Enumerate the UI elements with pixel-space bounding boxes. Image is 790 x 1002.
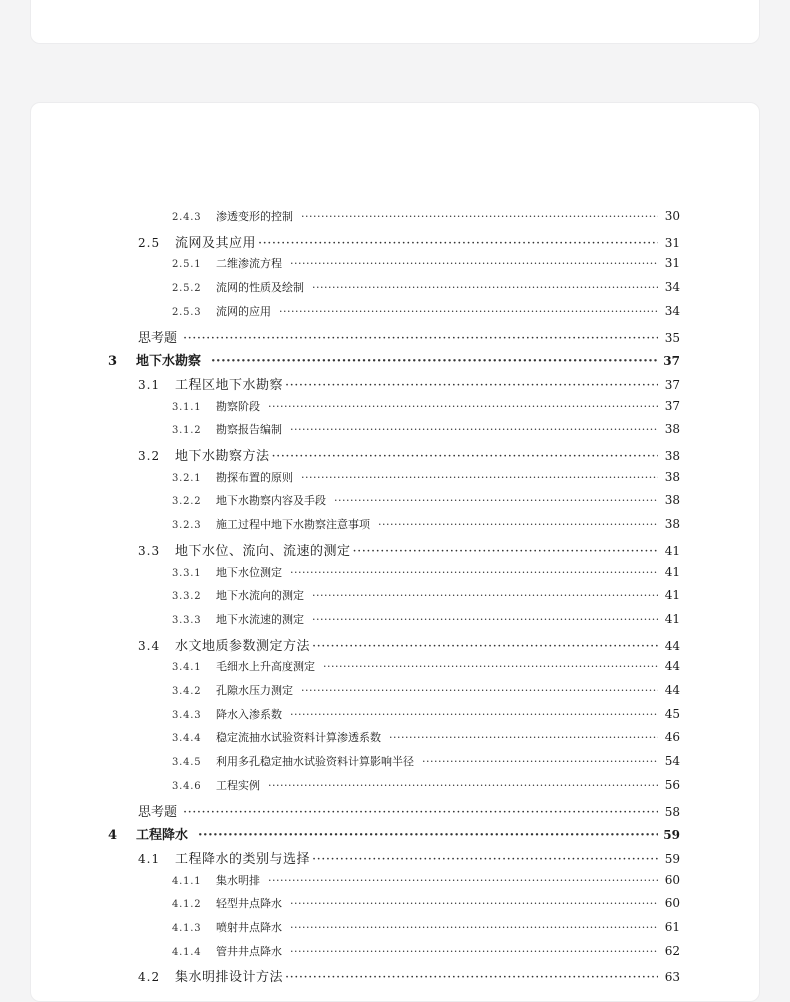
toc-entry-page-number: 44 [664, 683, 680, 697]
toc-dot-leader [268, 779, 658, 792]
toc-entry-page-number: 60 [664, 896, 680, 911]
toc-entry-title: 地下水流向的测定 [216, 589, 304, 603]
toc-entry-page-number: 34 [664, 303, 680, 318]
toc-entry-page-number: 30 [664, 209, 680, 223]
toc-entry-title: 工程降水 [136, 828, 189, 844]
toc-subsection-entry[interactable] [172, 682, 680, 698]
toc-entry-page-number: 41 [664, 611, 680, 626]
toc-subsection-entry[interactable] [172, 398, 680, 414]
toc-entry-title: 地下水勘察内容及手段 [216, 494, 326, 508]
toc-subsection-entry[interactable] [172, 611, 680, 627]
toc-entry-page-number: 34 [664, 280, 680, 295]
toc-dot-leader [290, 257, 658, 270]
toc-entry-page-number: 37 [664, 398, 680, 413]
toc-entry-title: 渗透变形的控制 [216, 210, 293, 223]
toc-entry-title: 工程区地下水勘察 [175, 377, 284, 393]
toc-questions-entry[interactable] [138, 327, 680, 346]
toc-subsection-entry[interactable] [172, 492, 680, 508]
toc-entry-number: 4.2 [138, 970, 161, 985]
toc-subsection-entry[interactable] [172, 564, 680, 580]
toc-dot-leader [378, 518, 658, 531]
toc-entry-number: 2.5.2 [172, 283, 202, 295]
toc-entry-number: 3.4.1 [172, 662, 202, 674]
toc-entry-number: 4.1.3 [172, 923, 202, 934]
toc-entry-title: 工程降水的类别与选择 [175, 851, 311, 867]
toc-entry-number: 3.1.2 [172, 425, 202, 437]
toc-entry-title: 二维渗流方程 [216, 257, 282, 271]
toc-subsection-entry[interactable] [172, 255, 680, 271]
toc-entry-page-number: 58 [664, 804, 680, 819]
toc-entry-page-number: 62 [664, 943, 680, 958]
toc-entry-title: 集水明排 [216, 873, 260, 887]
toc-entry-title: 地下水位测定 [216, 565, 282, 579]
toc-entry-title: 施工过程中地下水勘察注意事项 [216, 518, 370, 532]
toc-subsection-entry[interactable] [172, 729, 680, 745]
toc-entry-title: 喷射井点降水 [216, 921, 282, 934]
toc-subsection-entry[interactable] [172, 516, 680, 532]
toc-entry-page-number: 61 [664, 920, 680, 934]
toc-entry-number: 3.3.1 [172, 567, 202, 579]
toc-subsection-entry[interactable] [172, 777, 680, 793]
toc-entry-title: 思考题 [138, 804, 178, 820]
toc-entry-number: 3.4.5 [172, 757, 202, 769]
toc-entry-number: 2.5.1 [172, 259, 202, 271]
toc-dot-leader [301, 471, 658, 484]
toc-entry-title: 毛细水上升高度测定 [216, 660, 315, 674]
toc-entry-page-number: 41 [664, 588, 680, 603]
toc-section-entry[interactable] [138, 635, 680, 654]
toc-entry-number: 3.4.2 [172, 686, 202, 697]
toc-entry-page-number: 38 [664, 517, 680, 532]
toc-dot-leader [422, 755, 658, 768]
toc-section-entry[interactable] [138, 966, 680, 985]
toc-subsection-entry[interactable] [172, 421, 680, 437]
toc-entry-page-number: 38 [664, 493, 680, 508]
toc-entry-title: 地下水流速的测定 [216, 612, 304, 626]
toc-entry-number: 3.3 [138, 543, 161, 558]
toc-entry-number: 4.1.4 [172, 946, 202, 958]
toc-entry-page-number: 60 [664, 872, 680, 887]
toc-subsection-entry[interactable] [172, 208, 680, 224]
toc-questions-entry[interactable] [138, 801, 680, 820]
toc-dot-leader [183, 331, 658, 346]
toc-entry-page-number: 31 [664, 235, 680, 250]
toc-entry-number: 3.2.2 [172, 496, 202, 508]
toc-dot-leader [290, 423, 658, 436]
toc-entry-page-number: 63 [664, 970, 680, 985]
toc-entry-title: 孔隙水压力测定 [216, 684, 293, 697]
toc-entry-number: 4.1.1 [172, 875, 202, 887]
toc-dot-leader [258, 236, 658, 251]
toc-dot-leader [183, 805, 658, 820]
toc-entry-title: 地下水勘察 [136, 354, 202, 370]
toc-entry-title: 轻型井点降水 [216, 897, 282, 911]
toc-entry-number: 2.5.3 [172, 306, 202, 318]
toc-entry-number: 3.4.4 [172, 733, 202, 745]
toc-subsection-entry[interactable] [172, 872, 680, 888]
toc-entry-number: 2.4.3 [172, 212, 202, 223]
toc-entry-title: 勘察报告编制 [216, 423, 282, 437]
toc-entry-number: 4.1.2 [172, 899, 202, 911]
toc-entry-page-number: 41 [664, 543, 680, 558]
toc-dot-leader [312, 281, 658, 294]
toc-dot-leader [312, 639, 658, 654]
toc-entry-number: 2.5 [138, 235, 161, 250]
toc-entry-page-number: 59 [663, 828, 680, 843]
toc-entry-title: 管井井点降水 [216, 944, 282, 958]
toc-entry-page-number: 56 [664, 777, 680, 792]
toc-chapter-entry[interactable] [108, 350, 680, 369]
toc-dot-leader [290, 708, 658, 721]
toc-entry-number: 3 [108, 354, 118, 370]
toc-entry-page-number: 37 [664, 377, 680, 392]
toc-entry-number: 4 [108, 828, 118, 844]
toc-dot-leader [290, 921, 658, 934]
toc-entry-number: 3.2.1 [172, 472, 202, 484]
toc-dot-leader [389, 731, 658, 744]
toc-subsection-entry[interactable] [172, 587, 680, 603]
toc-entry-title: 思考题 [138, 330, 178, 346]
toc-entry-page-number: 46 [664, 730, 680, 745]
toc-chapter-entry[interactable] [108, 824, 680, 843]
toc-entry-title: 流网的性质及绘制 [216, 281, 304, 295]
toc-subsection-entry[interactable] [172, 706, 680, 722]
toc-dot-leader [290, 945, 658, 958]
toc-entry-page-number: 38 [664, 449, 680, 463]
toc-entry-page-number: 41 [664, 564, 680, 579]
toc-entry-number: 3.4.3 [172, 709, 202, 721]
toc-entry-page-number: 38 [664, 422, 680, 437]
toc-subsection-entry[interactable] [172, 469, 680, 485]
toc-dot-leader [290, 897, 658, 910]
toc-section-entry[interactable] [138, 374, 680, 393]
toc-entry-number: 3.4.6 [172, 780, 202, 792]
toc-section-entry[interactable] [138, 540, 680, 559]
toc-dot-leader [312, 589, 658, 602]
toc-entry-number: 3.3.2 [172, 591, 202, 603]
toc-dot-leader [290, 566, 658, 579]
toc-dot-leader [323, 660, 658, 673]
toc-entry-page-number: 37 [663, 354, 680, 369]
toc-entry-title: 集水明排设计方法 [175, 970, 284, 986]
toc-dot-leader [301, 684, 658, 697]
toc-entry-page-number: 35 [664, 330, 680, 345]
toc-entry-title: 地下水勘察方法 [175, 449, 270, 464]
toc-entry-number: 3.1.1 [172, 401, 202, 413]
toc-subsection-entry[interactable] [172, 943, 680, 959]
toc-dot-leader [285, 378, 658, 393]
toc-entry-title: 降水入渗系数 [216, 707, 282, 721]
toc-entry-page-number: 31 [664, 256, 680, 271]
toc-subsection-entry[interactable] [172, 658, 680, 674]
toc-entry-title: 水文地质参数测定方法 [175, 638, 311, 654]
toc-subsection-entry[interactable] [172, 279, 680, 295]
toc-entry-title: 工程实例 [216, 778, 260, 792]
toc-entry-title: 流网及其应用 [175, 235, 257, 251]
toc-entry-title: 利用多孔稳定抽水试验资料计算影响半径 [216, 755, 414, 769]
toc-subsection-entry[interactable] [172, 303, 680, 319]
toc-dot-leader [285, 970, 658, 985]
toc-entry-number: 3.1 [138, 377, 161, 392]
toc-subsection-entry[interactable] [172, 895, 680, 911]
toc-entry-title: 流网的应用 [216, 304, 271, 318]
toc-entry-number: 3.4 [138, 638, 161, 653]
toc-entry-page-number: 54 [664, 754, 680, 769]
toc-entry-title: 勘探布置的原则 [216, 470, 293, 484]
toc-dot-leader [268, 874, 658, 887]
previous-page-card [30, 0, 760, 44]
toc-dot-leader [312, 613, 658, 626]
toc-section-entry[interactable] [138, 445, 680, 464]
toc-dot-leader [353, 544, 658, 559]
toc-entry-page-number: 45 [664, 706, 680, 721]
toc-dot-leader [334, 494, 658, 507]
toc-entry-number: 4.1 [138, 851, 161, 866]
toc-subsection-entry[interactable] [172, 919, 680, 935]
toc-dot-leader [268, 400, 658, 413]
toc-entry-number: 3.3.3 [172, 614, 202, 626]
toc-entry-page-number: 44 [664, 659, 680, 674]
toc-entry-number: 3.2 [138, 449, 161, 463]
toc-entry-title: 勘察阶段 [216, 399, 260, 413]
toc-entry-page-number: 38 [664, 469, 680, 484]
toc-dot-leader [301, 210, 658, 223]
toc-dot-leader [279, 305, 658, 318]
toc-section-entry[interactable] [138, 232, 680, 251]
toc-dot-leader [272, 449, 658, 464]
toc-dot-leader [198, 828, 658, 843]
toc-entry-page-number: 44 [664, 638, 680, 653]
toc-entry-title: 地下水位、流向、流速的测定 [175, 543, 351, 559]
toc-entry-title: 稳定流抽水试验资料计算渗透系数 [216, 731, 381, 745]
toc-dot-leader [211, 354, 658, 369]
toc-entry-page-number: 59 [664, 851, 680, 866]
toc-dot-leader [312, 852, 658, 867]
toc-subsection-entry[interactable] [172, 753, 680, 769]
toc-entry-number: 3.2.3 [172, 520, 202, 532]
toc-section-entry[interactable] [138, 848, 680, 867]
